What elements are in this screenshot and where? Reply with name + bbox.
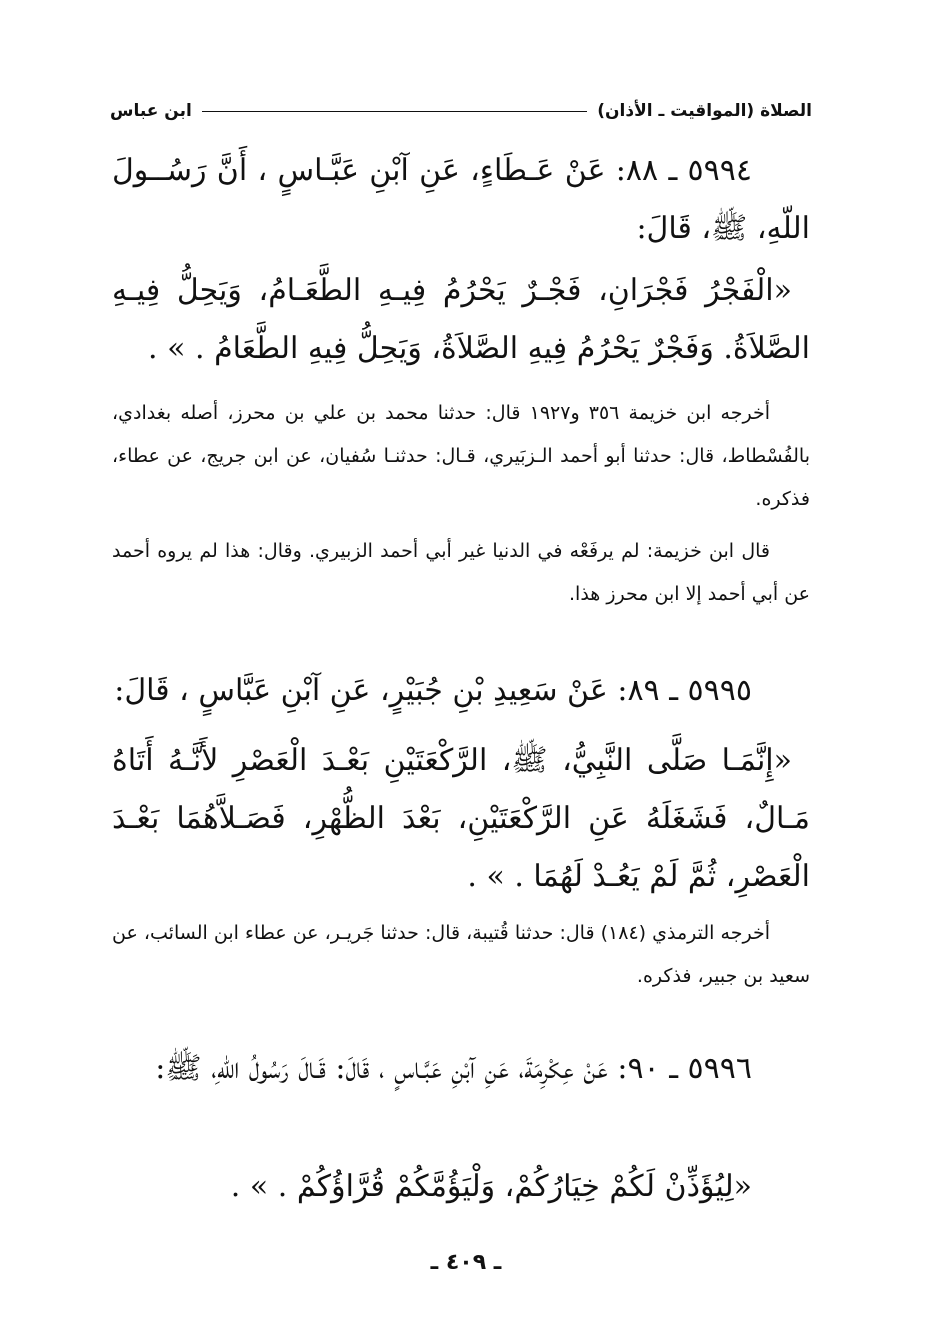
header-chapter-title: الصلاة (المواقيت ـ الأذان) (597, 101, 812, 121)
hadith-89-isnad-text: ٥٩٩٥ ـ ٨٩: عَنْ سَعِيدِ بْنِ جُبَيْرٍ، عَنِ آبْنِ عَبَّاسٍ ، قَالَ: (114, 673, 752, 708)
page-number: ـ ٤٠٩ ـ (430, 1250, 502, 1275)
hadith-88-takhrij (112, 392, 810, 521)
hadith-88-comment-text: قال ابن خزيمة: لم يرفَعْه في الدنيا غير أبي أحمد الزبيري. وقال: هذا لم يروه أحمد عن أبي أحمد إلا ابن محرز هذا. (112, 540, 810, 605)
hadith-88-matn-text: «الْفَجْرُ فَجْرَانِ، فَجْـرٌ يَحْرُمُ فِيـهِ الطَّعَـامُ، وَيَحِلُّ فِيـهِ الصَّلاَةُ. وَفَجْرٌ يَحْرُمُ فِيهِ الصَّلاَةُ، وَيَحِلُّ فِيهِ الطَّعَامُ . » . (112, 273, 810, 366)
running-header (110, 96, 812, 126)
hadith-89-matn-text: «إِنَّمَـا صَلَّى النَّبِيُّ، ﷺ، الرَّكْعَتَيْنِ بَعْـدَ الْعَصْرِ لأَنَّـهُ أَتَاهُ مَـالٌ، فَشَغَلَهُ عَنِ الرَّكْعَتَيْنِ، بَعْدَ الظُّهْرِ، فَصَـلاَّهُمَا بَعْـدَ الْعَصْرِ، ثُمَّ لَمْ يَعُـدْ لَهُمَا . » . (112, 743, 810, 894)
hadith-88-isnad-text: ٥٩٩٤ ـ ٨٨: عَنْ عَـطَاءٍ، عَنِ آبْنِ عَبَّـاسٍ ، أَنَّ رَسُــولَ اللّهِ، ﷺ، قَالَ: (112, 153, 810, 246)
header-narrator-name: ابن عباس (110, 101, 192, 121)
header-rule (202, 111, 587, 112)
hadith-90-matn (112, 1158, 810, 1216)
hadith-89-takhrij-text: أخرجه الترمذي (١٨٤) قال: حدثنا قُتيبة، قال: حدثنا جَريـر، عن عطاء ابن السائب، عن سعيد بن جبير، فذكره. (112, 922, 810, 987)
hadith-88-takhrij-text: أخرجه ابن خزيمة ٣٥٦ و١٩٢٧ قال: حدثنا محمد بن علي بن محرز، أصله بغدادي، بالفُسْطاط، قال: حدثنا أبو أحمد الـزبَيري، قـال: حدثنـا سُفيان، عن ابن جريج، عن عطاء، فذكره. (112, 402, 810, 510)
hadith-90-isnad (112, 1040, 810, 1098)
hadith-88-matn (112, 262, 810, 378)
hadith-88-isnad (112, 142, 810, 258)
hadith-89-takhrij (112, 912, 810, 998)
hadith-89-matn (112, 732, 810, 906)
hadith-90-isnad-text: ٥٩٩٦ ـ ٩٠: عَنْ عِكْرِمَةَ، عَنِ آبْنِ عَبَّـاسٍ ، قَالَ: قَـالَ رَسُولُ اللّهِ، ﷺ: (155, 1051, 752, 1086)
hadith-88-comment (112, 530, 810, 616)
hadith-90-matn-text: «لِيُؤَذِّنْ لَكُمْ خِيَارُكُمْ، وَلْيَؤُمَّكُمْ قُرَّاؤُكُمْ . » . (230, 1169, 752, 1204)
hadith-89-isnad (112, 662, 810, 720)
